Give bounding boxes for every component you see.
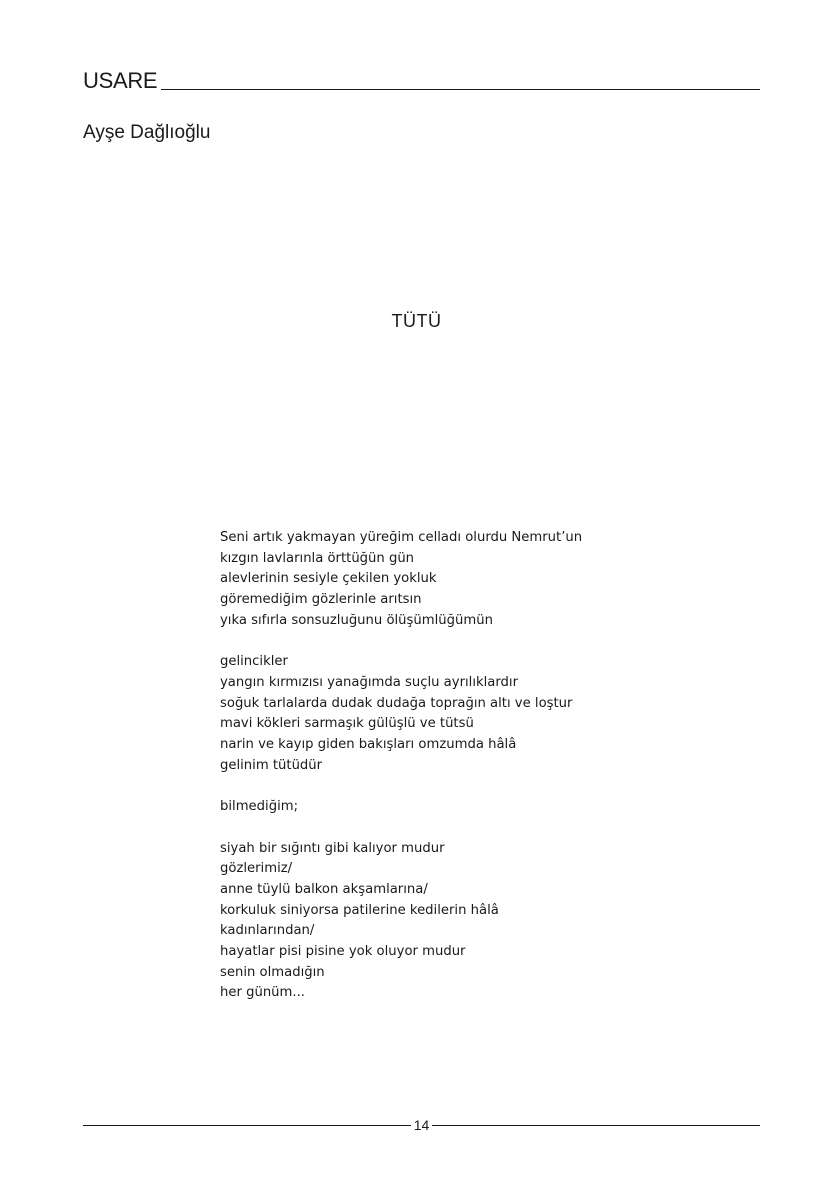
poem-line: mavi kökleri sarmaşık gülüşlü ve tütsü xyxy=(220,716,474,732)
page-number: 14 xyxy=(413,1117,430,1133)
poem-line: alevlerinin sesiyle çekilen yokluk xyxy=(220,571,437,587)
footer-rule-right xyxy=(432,1125,760,1126)
header-rule xyxy=(161,89,760,90)
poem-line: gelincikler xyxy=(220,654,288,670)
stanza-1 xyxy=(220,528,780,632)
poem-line: anne tüylü balkon akşamlarına/ xyxy=(220,881,428,897)
poem-line: hayatlar pisi pisine yok oluyor mudur xyxy=(220,944,466,960)
poem-line: senin olmadığın xyxy=(220,964,325,980)
poem-line: korkuluk siniyorsa patilerine kedilerin hâlâ xyxy=(220,902,499,918)
page-footer xyxy=(83,1117,760,1133)
poem-line: siyah bir sığıntı gibi kalıyor mudur xyxy=(220,840,445,856)
poem-line: yangın kırmızısı yanağımda suçlu ayrılıklardır xyxy=(220,674,519,690)
poem-line: göremediğim gözlerinle arıtsın xyxy=(220,592,422,608)
poem-line: soğuk tarlalarda dudak dudağa toprağın altı ve loştur xyxy=(220,695,573,711)
poem-line: gözlerimiz/ xyxy=(220,861,293,877)
stanza-3 xyxy=(220,797,780,818)
footer-rule-left xyxy=(83,1125,411,1126)
author-name: Ayşe Dağlıoğlu xyxy=(83,122,211,143)
poem-line: bilmediğim; xyxy=(220,799,299,815)
stanza-4 xyxy=(220,839,780,1005)
poem-line: kadınlarından/ xyxy=(220,923,315,939)
poem-line: her günüm... xyxy=(220,985,305,1001)
poem-line: gelinim tütüdür xyxy=(220,757,323,773)
poem-line: Seni artık yakmayan yüreğim celladı olurdu Nemrut’un xyxy=(220,530,583,545)
stanza-2 xyxy=(220,652,780,776)
poem-line: narin ve kayıp giden bakışları omzumda hâlâ xyxy=(220,737,517,753)
poem-title: TÜTÜ xyxy=(391,311,442,331)
poem-body xyxy=(220,528,780,1004)
poem-line: kızgın lavlarınla örttüğün gün xyxy=(220,550,415,566)
running-header xyxy=(83,70,760,92)
journal-name: USARE xyxy=(83,68,158,93)
poem-line: yıka sıfırla sonsuzluğunu ölüşümlüğümün xyxy=(220,612,493,628)
